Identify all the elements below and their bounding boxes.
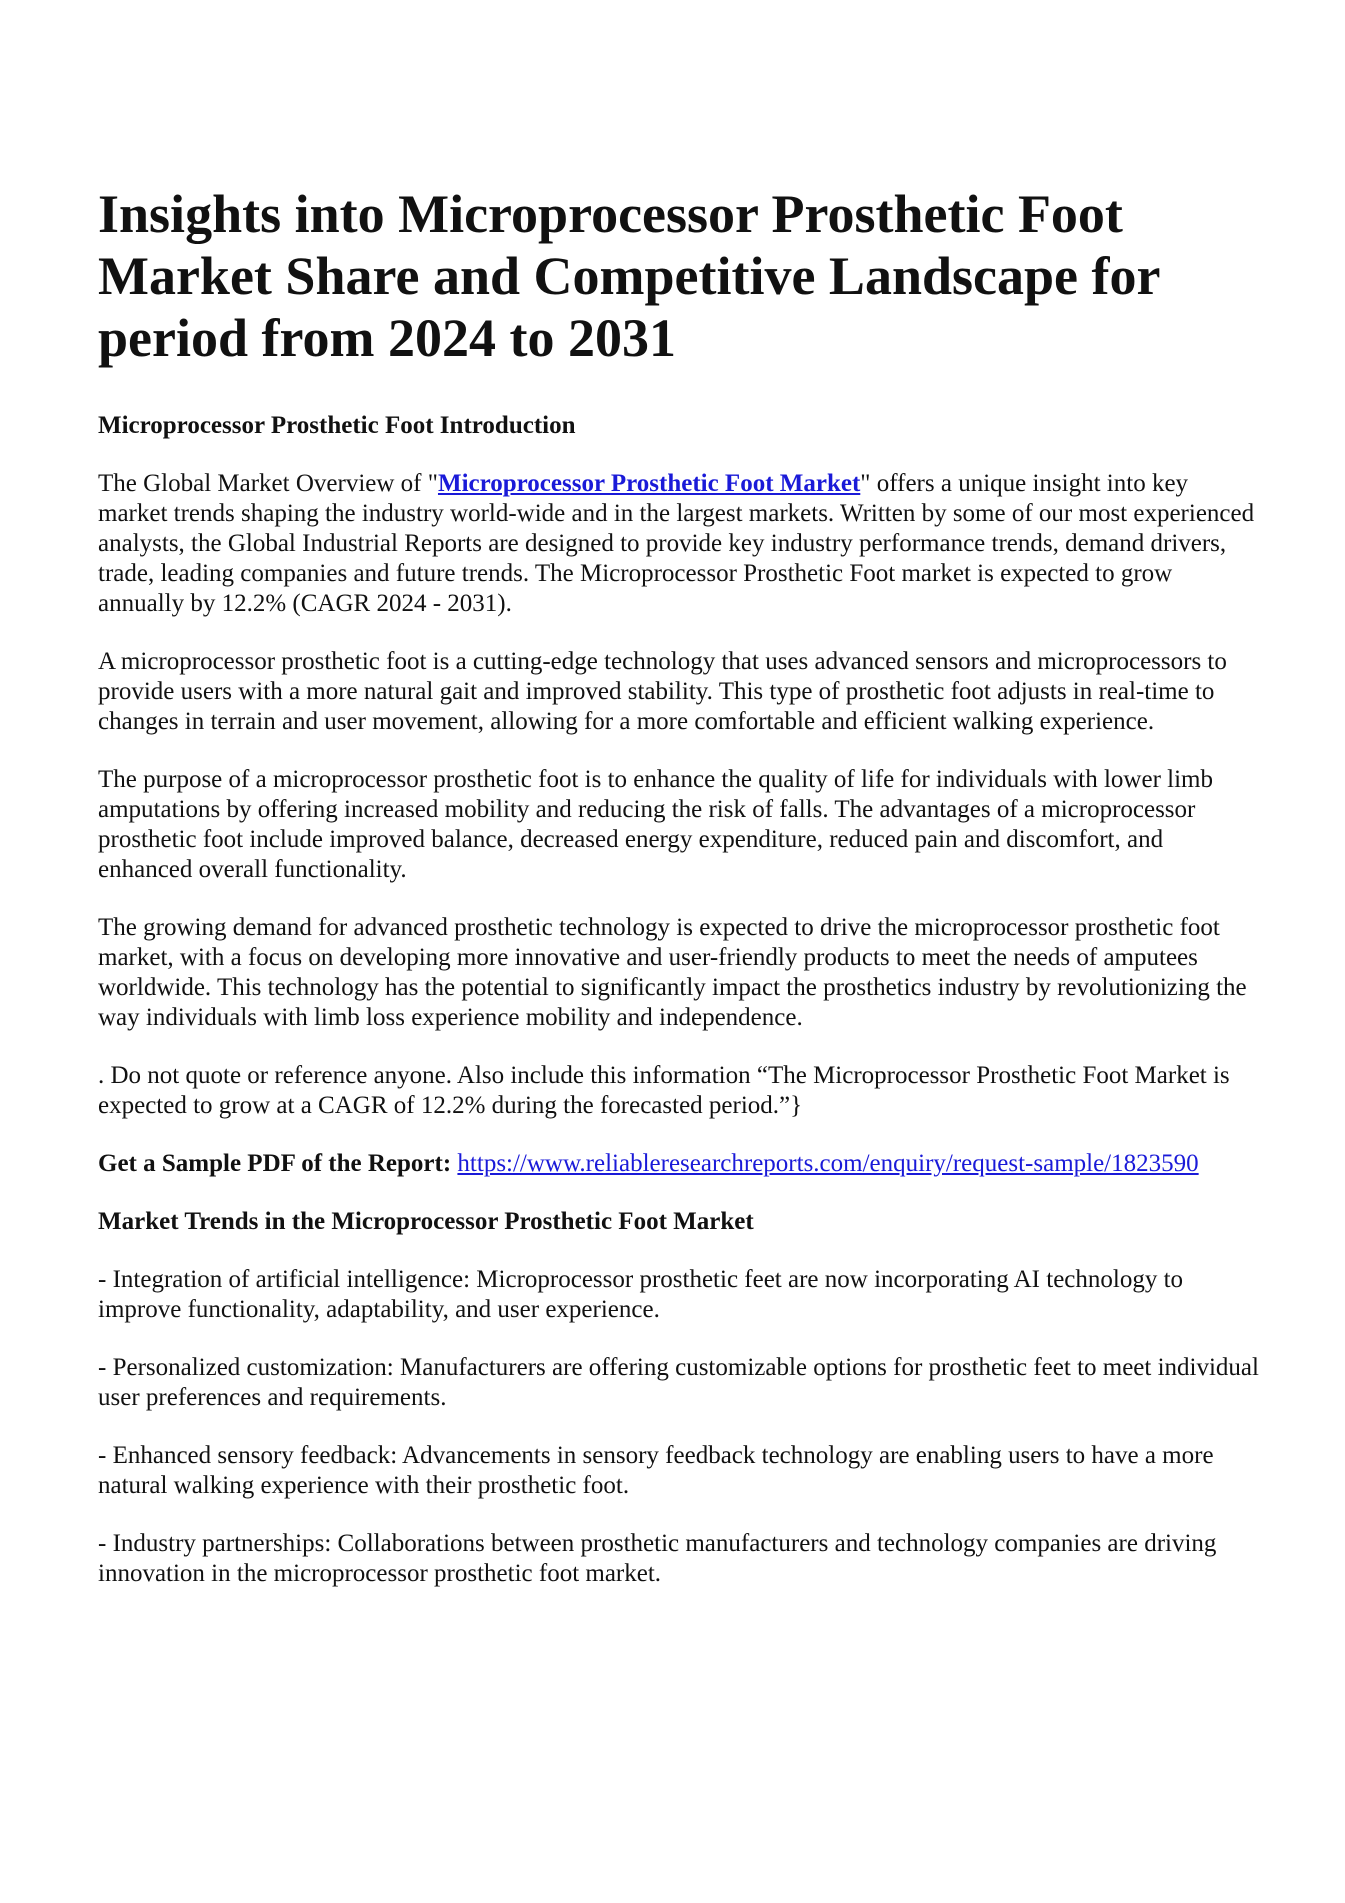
trends-heading: Market Trends in the Microprocessor Prosthetic Foot Market [98, 1208, 754, 1235]
trend-item: - Enhanced sensory feedback: Advancements in sensory feedback technology are enabling users to have a more natural walking experience with their prosthetic foot. [98, 1442, 1214, 1499]
intro-paragraph-5: . Do not quote or reference anyone. Also include this information “The Microprocessor Prosthetic Foot Market is expected to grow at a CAGR of 12.2% during the forecasted period.”} [98, 1062, 1230, 1119]
sample-pdf-link[interactable]: https://www.reliableresearchreports.com/enquiry/request-sample/1823590 [457, 1150, 1199, 1177]
trend-item: - Personalized customization: Manufacturers are offering customizable options for prosthetic feet to meet individual user preferences and requirements. [98, 1354, 1259, 1411]
page-title: Insights into Microprocessor Prosthetic Foot Market Share and Competitive Landscape for period from 2024 to 2031 [98, 184, 1160, 368]
intro-heading: Microprocessor Prosthetic Foot Introduction [98, 412, 576, 439]
intro-p1-text-after: " offers a unique insight into key market trends shaping the industry world-wide and in the largest markets. Written by some of our most experienced analysts, the Global Industrial Reports are designed to provide key industry performance trends, demand drivers, trade, leading companies and future trends. The Microprocessor Prosthetic Foot market is expected to grow annually by 12.2% (CAGR 2024 - 2031). [98, 470, 1255, 617]
trend-item: - Industry partnerships: Collaborations between prosthetic manufacturers and technology companies are driving innovation in the microprocessor prosthetic foot market. [98, 1530, 1217, 1587]
intro-paragraph-1 [98, 469, 1263, 619]
trend-item: - Integration of artificial intelligence: Microprocessor prosthetic feet are now incorporating AI technology to improve functionality, adaptability, and user experience. [98, 1266, 1184, 1323]
market-report-link[interactable]: Microprocessor Prosthetic Foot Market [437, 470, 861, 497]
intro-paragraph-2: A microprocessor prosthetic foot is a cutting-edge technology that uses advanced sensors and microprocessors to provide users with a more natural gait and improved stability. This type of prosthetic foot adjusts in real-time to changes in terrain and user movement, allowing for a more comfortable and efficient walking experience. [98, 648, 1227, 735]
sample-pdf-paragraph [98, 1149, 1263, 1179]
intro-paragraph-3: The purpose of a microprocessor prosthetic foot is to enhance the quality of life for individuals with lower limb amputations by offering increased mobility and reducing the risk of falls. The advantages of a microprocessor prosthetic foot include improved balance, decreased energy expenditure, reduced pain and discomfort, and enhanced overall functionality. [98, 766, 1213, 883]
intro-paragraph-4: The growing demand for advanced prosthetic technology is expected to drive the microprocessor prosthetic foot market, with a focus on developing more innovative and user-friendly products to meet the needs of amputees worldwide. This technology has the potential to significantly impact the prosthetics industry by revolutionizing the way individuals with limb loss experience mobility and independence. [98, 914, 1247, 1031]
sample-pdf-label: Get a Sample PDF of the Report: [98, 1150, 452, 1177]
document-page [98, 183, 1263, 1617]
intro-p1-text-before: The Global Market Overview of " [98, 470, 438, 497]
